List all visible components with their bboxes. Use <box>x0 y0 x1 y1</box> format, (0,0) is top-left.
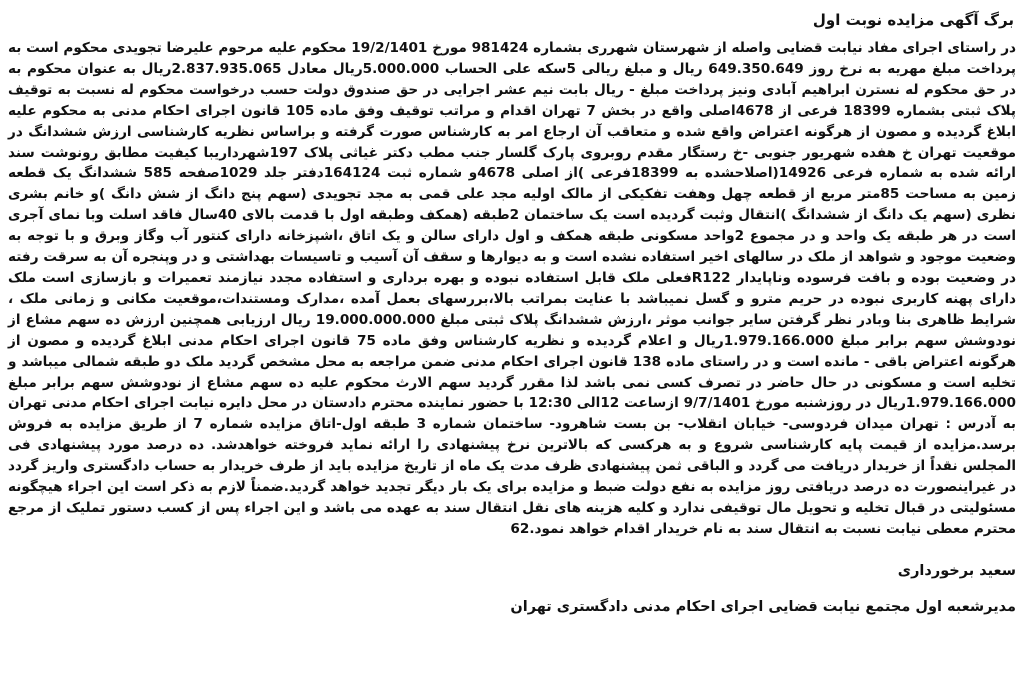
notice-body: در راستای اجرای مفاد نیابت قضایی واصله از شهرستان شهرری بشماره 981424 مورخ 19/2/1401 محکوم علیه مرحوم علیرضا تجویدی محکوم است به پرداخت مبلغ مهریه به نرخ روز 649.350.649 ریال و مبلغ ریالی 5سکه علی الحساب 5.000.000ریال معادل 2.837.935.065ریال به عنوان محکوم به در حق محکوم له نسترن ابراهیم آبادی ونیز پرداخت مبلغ - ریال بابت نیم عشر اجرایی در حق صندوق دولت حسب درخواست محکوم له نسبت به توقیف پلاک ثبتی بشماره 18399 فرعی از 4678اصلی واقع در بخش 7 تهران اقدام و مراتب توقیف وفق ماده 105 قانون اجرای احکام مدنی به محکوم علیه ابلاغ گردیده و مصون از هرگونه اعتراض واقع شده و متعاقب آن ارجاع امر به کارشناس صورت گرفته و براساس نظریه کارشناسی ارزش ششدانگ در موقعیت تهران خ هفده شهریور جنوبی -خ رستگار مقدم روبروی پارک گلسار جنب مطب دکتر غیاثی پلاک 197شهرداریبا کیفیت مطابق رونوشت سند ارائه شده به شماره فرعی 14926(اصلاحشده به 18399فرعی )از اصلی 4678و شماره ثبت 164124دفتر جلد 1029صفحه 585 ششدانگ یک قطعه زمین به مساحت 85متر مربع از قطعه چهل وهفت تفکیکی از مالک اولیه مجد علی قمی به مجد تجویدی (سهم پنج دانگ از شش دانگ )و خانم بشری نظری (سهم یک دانگ از ششدانگ )انتقال وثبت گردیده است یک ساختمان 2طبقه (همکف وطبقه اول با قدمت بالای 40سال فاقد اسلت وبا نمای آجری است در هر طبقه یک واحد و در مجموع 2واحد مسکونی طبقه همکف و اول دارای سالن و یک اتاق ،اشپزخانه دارای کنتور آب وگاز وبرق و با توجه به وضعیت موجود و شواهد از ملک در سالهای اخیر استفاده نشده است و به دیوارها و سقف آن آسیب و تاسیسات بهداشتی و در وپنجره آن به سرقت رفته در وضعیت بوده و بافت فرسوده وناپایدار R122فعلی ملک قابل استفاده نبوده و بهره برداری و استفاده مجدد نیازمند تعمیرات و بازسازی است ملک دارای پهنه کاربری نبوده در حریم مترو و گسل نمیباشد با عنایت بمراتب بالا،بررسهای بعمل آمده ،مدارک ومستندات،موقعیت مکانی و زمانی ملک ، شرایط ظاهری بنا وبادر نظر گرفتن سایر جوانب موثر ،ارزش ششدانگ پلاک ثبتی مبلغ 19.000.000.000 ریال ارزیابی همچنین ارزش ده سهم مشاع از نودوشش سهم برابر مبلغ 1.979.166.000ریال و اعلام گردیده و نظریه کارشناس وفق ماده 75 قانون اجرای احکام مدنی ابلاغ گردیده و مصون از هرگونه اعتراض باقی - مانده است و در راستای ماده 138 قانون اجرای احکام مدنی ضمن مراجعه به محل مشخص گردید ملک دو طبقه شمالی میباشد و تخلیه است و مسکونی در حال حاضر در تصرف کسی نمی باشد لذا مقرر گردید سهم الارث محکوم علیه ده سهم مشاع از نودوشش سهم برابر مبلغ 1.979.166.000ریال در روزشنبه مورخ 9/7/1401 ازساعت 12الی 12:30 با حضور نماینده محترم دادستان در محل دایره نیابت اجرای احکام مدنی تهران به آدرس : تهران میدان فردوسی- خیابان انقلاب- بن بست شاهرود- ساختمان شماره 3 طبقه اول-اتاق مزایده شماره 7 از طریق مزایده به فروش برسد.مزایده از قیمت پایه کارشناسی شروع و به هرکسی که بالاترین نرخ پیشنهادی را ارائه نماید فروخته خواهدشد. ده درصد مورد پیشنهادی فی المجلس نقداً از خریدار دریافت می گردد و الباقی ثمن پیشنهادی ظرف مدت یک ماه از تاریخ مزایده باید از طرف خریدار به حساب دادگستری واریز گردد در غیراینصورت ده درصد دریافتی روز مزایده به نفع دولت ضبط و مزایده برای یک بار دیگر تجدید خواهد گردید.ضمناً لازم به ذکر است این اجراء هیچگونه مسئولیتی در قبال تخلیه و تحویل مال توقیفی ندارد و کلیه هزینه های نقل انتقال سند به عهده می باشد و این اجراء پس از کسب دستور تملیک از مرجع محترم معطی نیابت نسبت به انتقال سند به نام خریدار اقدام خواهد نمود.62 <box>8 40 1017 537</box>
office-title: مدیرشعبه اول مجتمع نیابت قضایی اجرای احکام مدنی دادگستری تهران <box>510 598 1016 615</box>
notice-title: برگ آگهی مزایده نوبت اول <box>812 11 1014 29</box>
signer-name: سعید برخورداری <box>897 562 1016 579</box>
